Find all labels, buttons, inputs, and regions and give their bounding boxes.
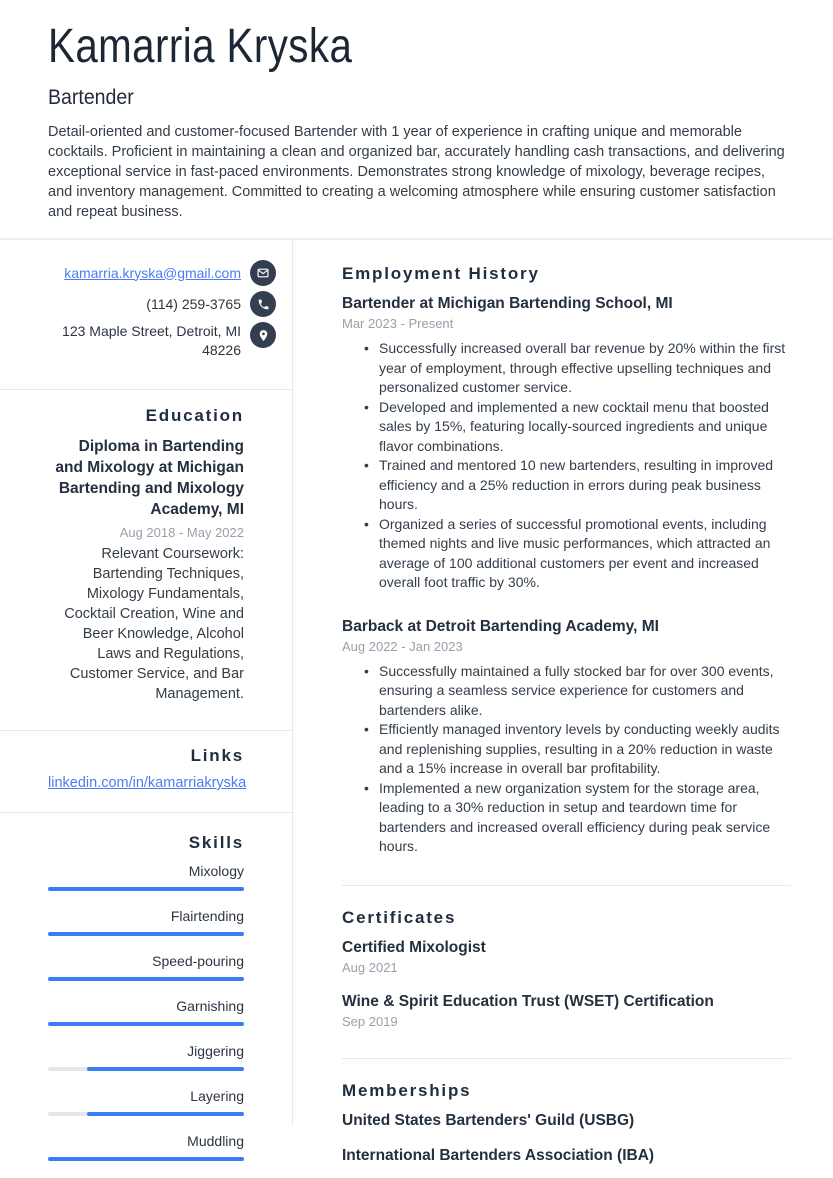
skill-item-jiggering — [48, 1043, 244, 1071]
sidebar — [0, 240, 293, 1149]
envelope-icon — [250, 260, 276, 286]
skill-bar-fill — [48, 1157, 244, 1161]
education-degree: Diploma in Bartending and Mixology at Michigan Bartending and Mixology Academy, MI — [55, 438, 244, 518]
education-heading: Education — [145, 406, 244, 425]
skill-label: Muddling — [187, 1133, 244, 1149]
person-job-title: Bartender — [48, 86, 134, 109]
resume-header — [0, 0, 833, 240]
skill-label: Mixology — [188, 863, 244, 879]
certificate-entry — [342, 992, 791, 1030]
job-dates: Mar 2023 - Present — [342, 316, 454, 331]
job-bullet: • Developed and implemented a new cocktail menu that boosted sales by 15%, featuring locally-sourced ingredients and unique flavor combinations. — [364, 398, 791, 457]
main-column — [293, 240, 833, 1164]
job-dates: Aug 2022 - Jan 2023 — [342, 638, 463, 654]
certificates-heading: Certificates — [342, 907, 457, 927]
memberships-section — [342, 1058, 791, 1178]
skill-item-mixology — [48, 863, 244, 891]
employment-section — [342, 240, 791, 885]
job-bullet-list — [342, 662, 791, 857]
skill-bar-fill — [48, 977, 244, 981]
education-dates: Aug 2018 - May 2022 — [119, 525, 244, 540]
skill-item-garnishing — [48, 998, 244, 1026]
contact-row-address — [40, 322, 276, 360]
contact-section — [0, 240, 292, 389]
employment-heading: Employment History — [342, 264, 540, 283]
skill-item-layering — [48, 1088, 244, 1116]
skill-label: Flairtending — [170, 908, 244, 924]
certificate-title: Certified Mixologist — [342, 938, 486, 956]
skill-label: Speed-pouring — [152, 953, 244, 969]
job-bullet: • Trained and mentored 10 new bartenders, resulting in improved efficiency and a 25% reduction in errors during peak business hours. — [364, 456, 791, 515]
resume-body — [0, 240, 833, 1164]
memberships-heading: Memberships — [342, 1080, 472, 1100]
skill-bar-track — [48, 1022, 244, 1026]
profile-summary: Detail-oriented and customer-focused Bartender with 1 year of experience in crafting unique and memorable cocktails. Proficient in maintaining a clean and organized bar, accurately handling cash transactions, and delivering exceptional service in fast-paced environments. Demonstrates strong knowledge of mixology, beverage recipes, and inventory management. Committed to creating a welcoming atmosphere while ensuring customer satisfaction and repeat business. — [48, 124, 785, 220]
links-heading: Links — [190, 746, 244, 765]
skill-bar-track — [48, 977, 244, 981]
skill-item-muddling — [48, 1133, 244, 1161]
links-section — [0, 730, 292, 812]
certificate-entry — [342, 938, 791, 976]
postal-address: 123 Maple Street, Detroit, MI 48226 — [62, 323, 241, 358]
job-bullet: • Organized a series of successful promotional events, including themed nights and live music performances, which attracted an average of 100 additional customers per event and increased overall foot traffic by 30%. — [364, 515, 791, 593]
job-bullet: • Successfully maintained a fully stocked bar for over 300 events, ensuring a seamless service experience for customers and bartenders alike. — [364, 662, 791, 721]
job-bullet-list — [342, 339, 791, 593]
skill-item-speed-pouring — [48, 953, 244, 981]
contact-row-email — [40, 260, 276, 286]
education-section — [0, 389, 292, 730]
skill-bar-fill — [87, 1112, 244, 1116]
skill-label: Jiggering — [187, 1043, 244, 1059]
skill-label: Layering — [190, 1088, 244, 1104]
job-entry-bartender — [342, 294, 791, 593]
membership-entry: United States Bartenders' Guild (USBG) — [342, 1111, 635, 1129]
person-name: Kamarria Kryska — [48, 20, 353, 73]
skill-bar-fill — [48, 1022, 244, 1026]
job-title: Bartender at Michigan Bartending School, MI — [342, 295, 673, 312]
skill-bar-track — [48, 1067, 244, 1071]
skills-heading: Skills — [188, 833, 244, 852]
certificate-date: Aug 2021 — [342, 959, 398, 975]
skill-bar-track — [48, 887, 244, 891]
skill-bar-track — [48, 932, 244, 936]
skill-bar-track — [48, 1157, 244, 1161]
skills-section — [0, 812, 292, 1178]
contact-row-phone — [40, 291, 276, 317]
job-bullet: • Implemented a new organization system for the storage area, leading to a 30% reduction in setup and teardown time for bartenders and increased overall efficiency during peak service hours. — [364, 779, 791, 857]
skill-label: Garnishing — [176, 998, 244, 1014]
skill-bar-fill — [87, 1067, 244, 1071]
skill-bar-fill — [48, 932, 244, 936]
phone-number: (114) 259-3765 — [146, 295, 241, 312]
linkedin-link[interactable]: linkedin.com/in/kamarriakryska — [48, 775, 247, 791]
job-title: Barback at Detroit Bartending Academy, MI — [342, 617, 659, 635]
certificates-section — [342, 885, 791, 1058]
location-icon — [250, 322, 276, 348]
job-bullet: • Successfully increased overall bar revenue by 20% within the first year of employment, through effective upselling techniques and personalized customer service. — [364, 339, 791, 398]
email-link[interactable]: kamarria.kryska@gmail.com — [64, 264, 241, 281]
education-description: Relevant Coursework: Bartending Techniques, Mixology Fundamentals, Cocktail Creation, Wine and Beer Knowledge, Alcohol Laws and Regulations, Customer Service, and Bar Management. — [64, 546, 244, 702]
phone-icon — [250, 291, 276, 317]
certificate-title: Wine & Spirit Education Trust (WSET) Certification — [342, 992, 714, 1010]
job-entry-barback — [342, 617, 791, 857]
skill-bar-fill — [48, 887, 244, 891]
job-bullet: • Efficiently managed inventory levels by conducting weekly audits and replenishing supplies, resulting in a 20% reduction in waste and a 15% increase in overall bar profitability. — [364, 720, 791, 779]
skill-item-flairtending — [48, 908, 244, 936]
skill-bar-track — [48, 1112, 244, 1116]
certificate-date: Sep 2019 — [342, 1013, 398, 1029]
membership-entry: International Bartenders Association (IBA) — [342, 1146, 655, 1164]
